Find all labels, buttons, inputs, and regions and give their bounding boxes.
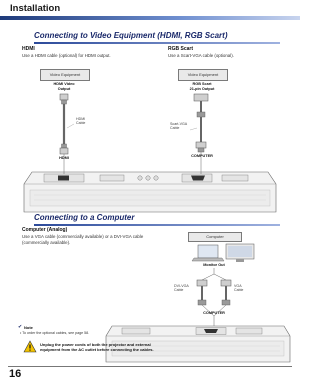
scart-port-label: COMPUTER — [191, 154, 213, 158]
vga-cable-label — [234, 284, 243, 292]
scart-output-line1: RGB Scart — [192, 82, 212, 86]
video-equipment-box-scart: Video Equipment — [178, 69, 228, 81]
vga-cable-line1: VGA — [234, 284, 242, 288]
video-equipment-box-hdmi: Video Equipment — [40, 69, 90, 81]
scart-cable-line2: Cable — [170, 126, 180, 131]
computer-desc-line2: (commercially available). — [22, 240, 71, 245]
warning-line1: Unplug the power cords of both the projector and external — [40, 342, 151, 347]
monitor-out-label: Monitor Out — [203, 263, 225, 267]
note-title: Note — [24, 325, 33, 330]
projector-panel-video — [24, 172, 276, 212]
note-check-icon: ✔ — [18, 324, 23, 330]
computer-desc-line1: Use a VGA cable (commercially available) or a DVI-VGA cable — [22, 234, 144, 239]
hdmi-cable-graphic — [60, 94, 74, 154]
hdmi-heading: HDMI — [22, 46, 35, 52]
computer-cables-graphic — [197, 268, 231, 328]
computer-box: Computer — [188, 232, 242, 242]
warning-graphic — [24, 341, 36, 352]
laptop-graphic — [192, 244, 254, 262]
page-number: 16 — [9, 368, 22, 380]
dvi-cable-line1: DVI-VGA — [174, 284, 189, 288]
header-title: Installation — [10, 3, 61, 14]
hdmi-port-label: HDMI — [59, 156, 69, 160]
hdmi-output-line1: HDMI Video — [53, 82, 75, 86]
hdmi-cable-line1: HDMI — [76, 117, 86, 121]
hdmi-output-line2: Output — [57, 86, 71, 91]
section-video-title: Connecting to Video Equipment (HDMI, RGB Scart) — [34, 31, 228, 40]
note-text: • To order the optional cables, see page 58. — [20, 331, 90, 335]
warning-line2: equipment from the AC outlet before connecting the cables. — [40, 347, 154, 352]
scart-cable-line1: Scart-VGA — [170, 122, 188, 126]
dvi-cable-line2: Cable — [174, 288, 184, 293]
section-computer-title: Connecting to a Computer — [34, 213, 135, 222]
hdmi-description: Use a HDMI cable (optional) for HDMI output. — [22, 53, 111, 58]
scart-cable-graphic — [190, 94, 208, 152]
hdmi-cable-label — [76, 117, 85, 125]
scart-heading: RGB Scart — [168, 46, 194, 52]
scart-cable-label — [170, 122, 187, 130]
footer-rule — [8, 366, 292, 367]
vga-cable-line2: Cable — [234, 288, 244, 293]
hdmi-cable-line2: Cable — [76, 121, 86, 126]
warning-text — [40, 342, 154, 352]
scart-output-line2: 21-pin Output — [189, 86, 215, 91]
section-computer-rule — [34, 224, 280, 226]
dvi-cable-label — [174, 284, 189, 292]
scart-description: Use a Scart-VGA cable (optional). — [168, 53, 234, 58]
computer-heading: Computer (Analog) — [22, 227, 68, 233]
scart-output-label — [172, 82, 232, 91]
computer-port-label: COMPUTER — [203, 311, 225, 315]
